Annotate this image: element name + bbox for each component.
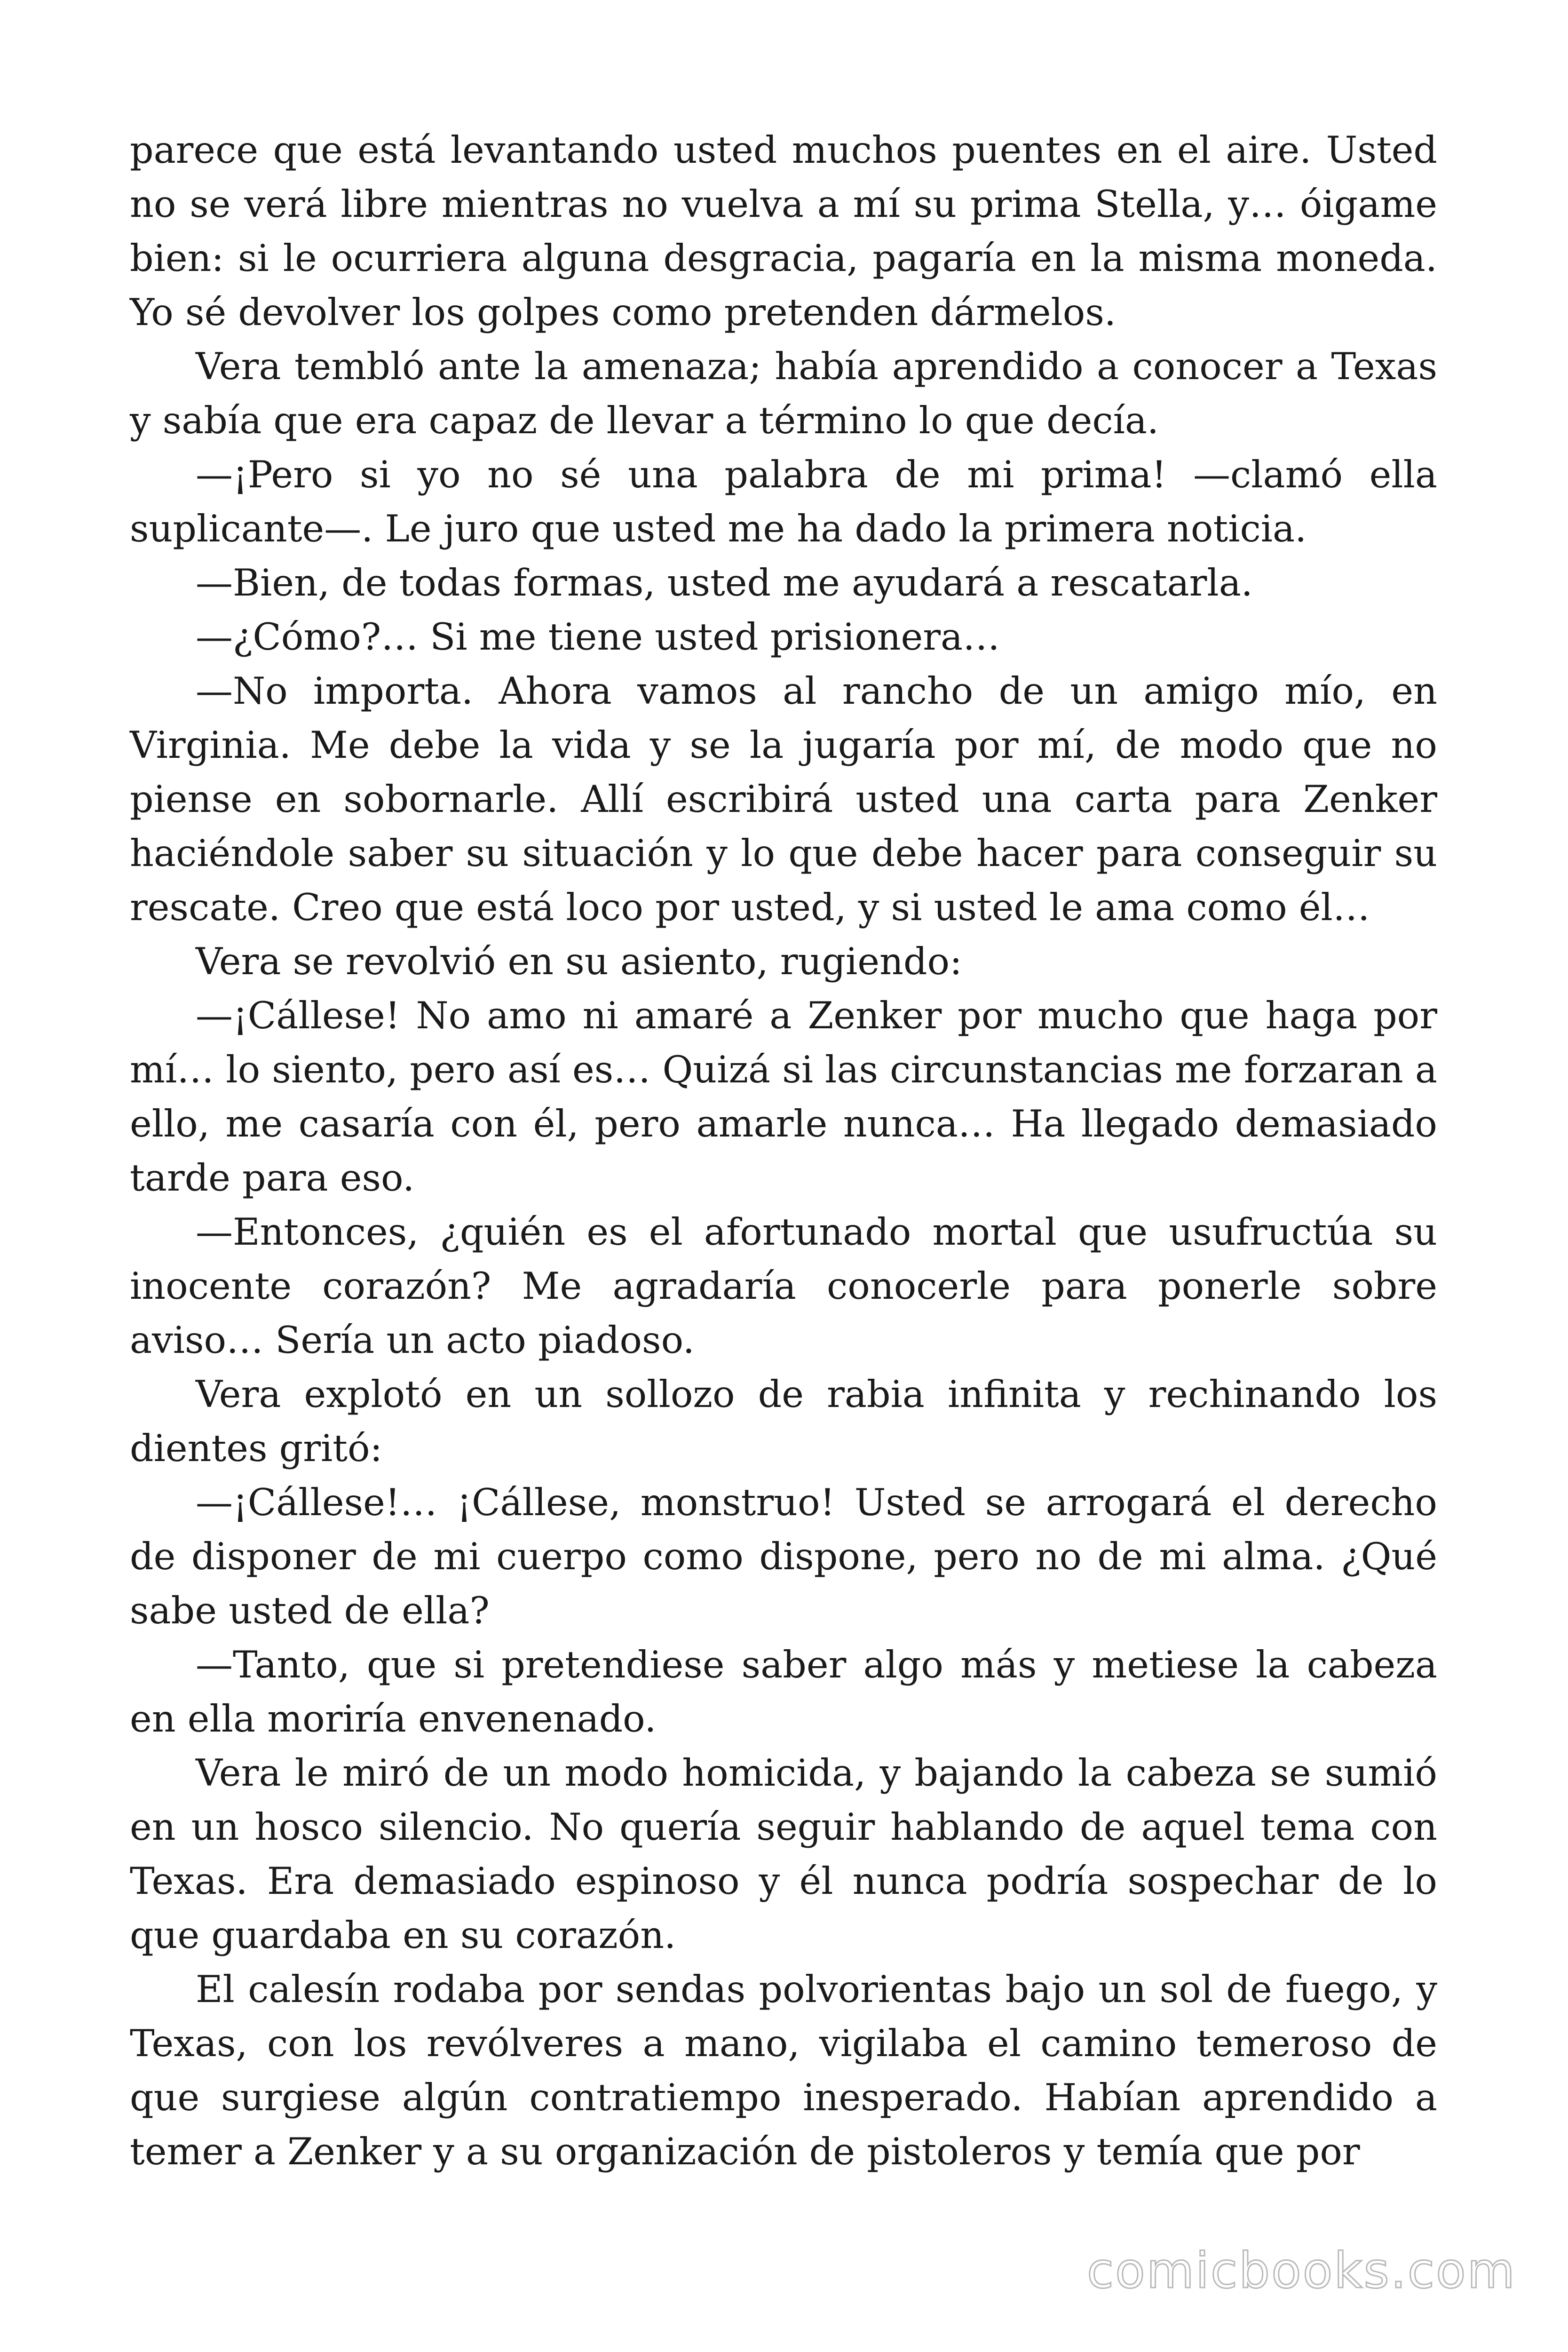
watermark: comicbooks.com — [1086, 2242, 1516, 2299]
paragraph-12: —Tanto, que si pretendiese saber algo más y metiese la cabeza en ella moriría envenenado. — [130, 1643, 1437, 1740]
paragraph-14: El calesín rodaba por sendas polvorientas bajo un sol de fuego, y Texas, con los revólveres a mano, vigilaba el camino temeroso de que surgiese algún contratiempo inesperado. Habían aprendido a temer a Zenker y a su organización de pistoleros y temía que por — [130, 1968, 1437, 2173]
paragraph-7: Vera se revolvió en su asiento, rugiendo: — [196, 940, 962, 983]
paragraph-10: Vera explotó en un sollozo de rabia infinita y rechinando los dientes gritó: — [130, 1373, 1437, 1470]
paragraph-13: Vera le miró de un modo homicida, y bajando la cabeza se sumió en un hosco silencio. No quería seguir hablando de aquel tema con Texas. Era demasiado espinoso y él nunca podría sospechar de lo que guardaba en su corazón. — [130, 1751, 1437, 1957]
paragraph-8: —¡Cállese! No amo ni amaré a Zenker por mucho que haga por mí… lo siento, pero así es… Quizá si las circunstancias me forzaran a ello, me casaría con él, pero amarle nunca… Ha llegado demasiado tarde para eso. — [130, 994, 1437, 1200]
paragraph-4: —Bien, de todas formas, usted me ayudará a rescatarla. — [196, 561, 1253, 604]
paragraph-9: —Entonces, ¿quién es el afortunado mortal que usufructúa su inocente corazón? Me agradaría conocerle para ponerle sobre aviso… Sería un acto piadoso. — [130, 1210, 1437, 1362]
paragraph-6: —No importa. Ahora vamos al rancho de un amigo mío, en Virginia. Me debe la vida y se la jugaría por mí, de modo que no piense en sobornarle. Allí escribirá usted una carta para Zenker haciéndole saber su situación y lo que debe hacer para conseguir su rescate. Creo que está loco por usted, y si usted le ama como él… — [130, 669, 1437, 929]
paragraph-3: —¡Pero si yo no sé una palabra de mi prima! —clamó ella suplicante—. Le juro que usted me ha dado la primera noticia. — [130, 453, 1437, 550]
paragraph-2: Vera tembló ante la amenaza; había aprendido a conocer a Texas y sabía que era capaz de llevar a término lo que decía. — [130, 345, 1437, 442]
text-column — [130, 123, 1437, 2179]
paragraph-5: —¿Cómo?… Si me tiene usted prisionera… — [196, 615, 1000, 659]
paragraph-11: —¡Cállese!… ¡Cállese, monstruo! Usted se arrogará el derecho de disponer de mi cuerpo como dispone, pero no de mi alma. ¿Qué sabe usted de ella? — [130, 1481, 1437, 1632]
paragraph-1: parece que está levantando usted muchos puentes en el aire. Usted no se verá libre mientras no vuelva a mí su prima Stella, y… óigame bien: si le ocurriera alguna desgracia, pagaría en la misma moneda. Yo sé devolver los golpes como pretenden dármelos. — [130, 128, 1437, 334]
